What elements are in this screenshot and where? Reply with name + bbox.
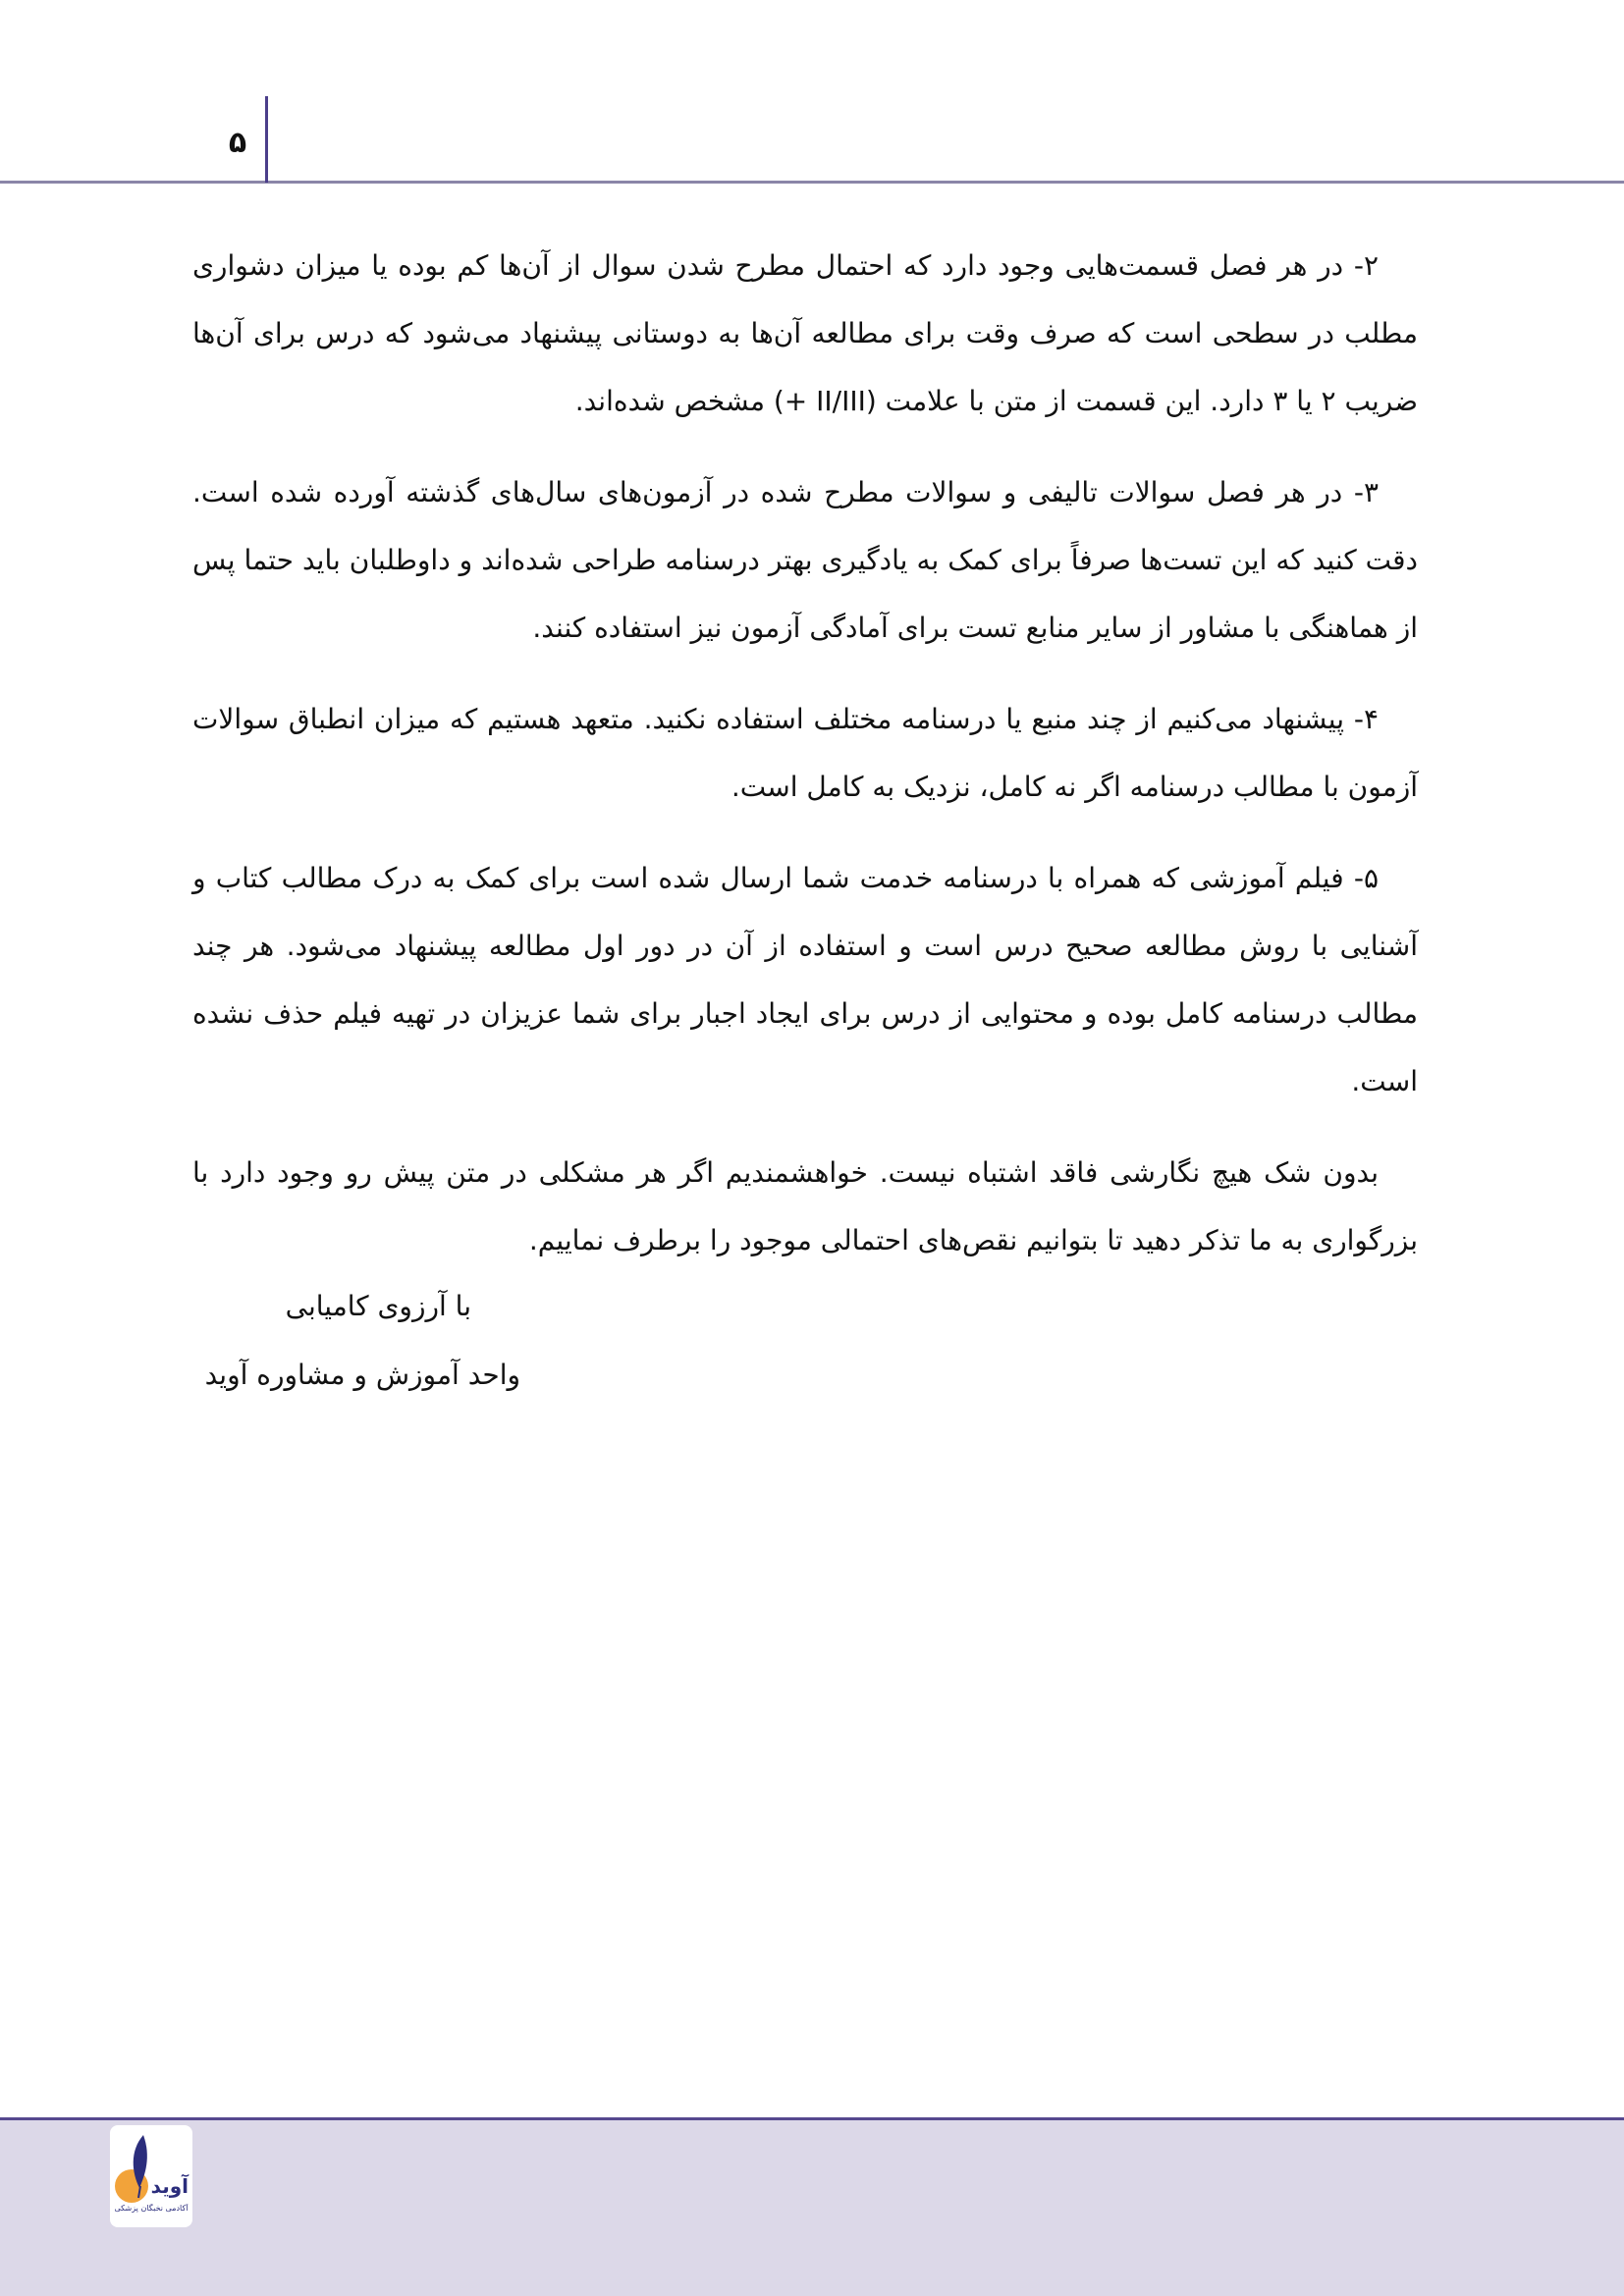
logo-subtext: آکادمی نخبگان پزشکی (114, 2204, 189, 2213)
paragraph-item-4: ۴- پیشنهاد می‌کنیم از چند منبع یا درسنامه مختلف استفاده نکنید. متعهد هستیم که میزان انطباق سوالات آزمون با مطالب درسنامه اگر نه کامل، نزدیک به کامل است. (192, 703, 1418, 803)
paragraph-closing: بدون شک هیچ نگارشی فاقد اشتباه نیست. خواهشمندیم اگر هر مشکلی در متن پیش رو وجود دارد با بزرگواری به ما تذکر دهید تا بتوانیم نقص‌های احتمالی موجود را برطرف نماییم. (192, 1156, 1418, 1256)
brand-logo (110, 2125, 192, 2227)
paragraph-item-2: ۲- در هر فصل قسمت‌هایی وجود دارد که احتمال مطرح شدن سوال از آن‌ها کم بوده یا میزان دشواری مطلب در سطحی است که صرف وقت برای مطالعه آن‌ها به دوستانی پیشنهاد می‌شود که درس برای آن‌ها ضریب ۲ یا ۳ دارد. این قسمت از متن با علامت (II/III +) مشخص شده‌اند. (192, 249, 1418, 417)
page-header (0, 0, 1624, 185)
paragraph-item-5: ۵- فیلم آموزشی که همراه با درسنامه خدمت شما ارسال شده است برای کمک به درک مطالب کتاب و آشنایی با روش مطالعه صحیح درس است و استفاده از آن در دور اول مطالعه پیشنهاد می‌شود. هر چند مطالب درسنامه کامل بوده و محتوایی از درس برای ایجاد اجبار برای شما عزیزان در تهیه فیلم حذف نشده است. (192, 862, 1418, 1097)
signature-block (196, 1272, 520, 1410)
page-footer (0, 2117, 1624, 2296)
signature-department: واحد آموزش و مشاوره آوید (204, 1359, 520, 1391)
signature-wish: با آرزوی کامیابی (285, 1290, 471, 1322)
logo-text: آوید (150, 2174, 189, 2198)
page-number: ۵ (228, 126, 247, 160)
header-divider (265, 96, 268, 183)
header-rule (0, 181, 1624, 184)
document-body (192, 232, 1418, 1298)
paragraph-item-3: ۳- در هر فصل سوالات تالیفی و سوالات مطرح شده در آزمون‌های سال‌های گذشته آورده شده است. دقت کنید که این تست‌ها صرفاً برای کمک به یادگیری بهتر درسنامه طراحی شده‌اند و داوطلبان باید حتما پس از هماهنگی با مشاور از سایر منابع تست برای آمادگی آزمون نیز استفاده کنند. (192, 476, 1418, 644)
